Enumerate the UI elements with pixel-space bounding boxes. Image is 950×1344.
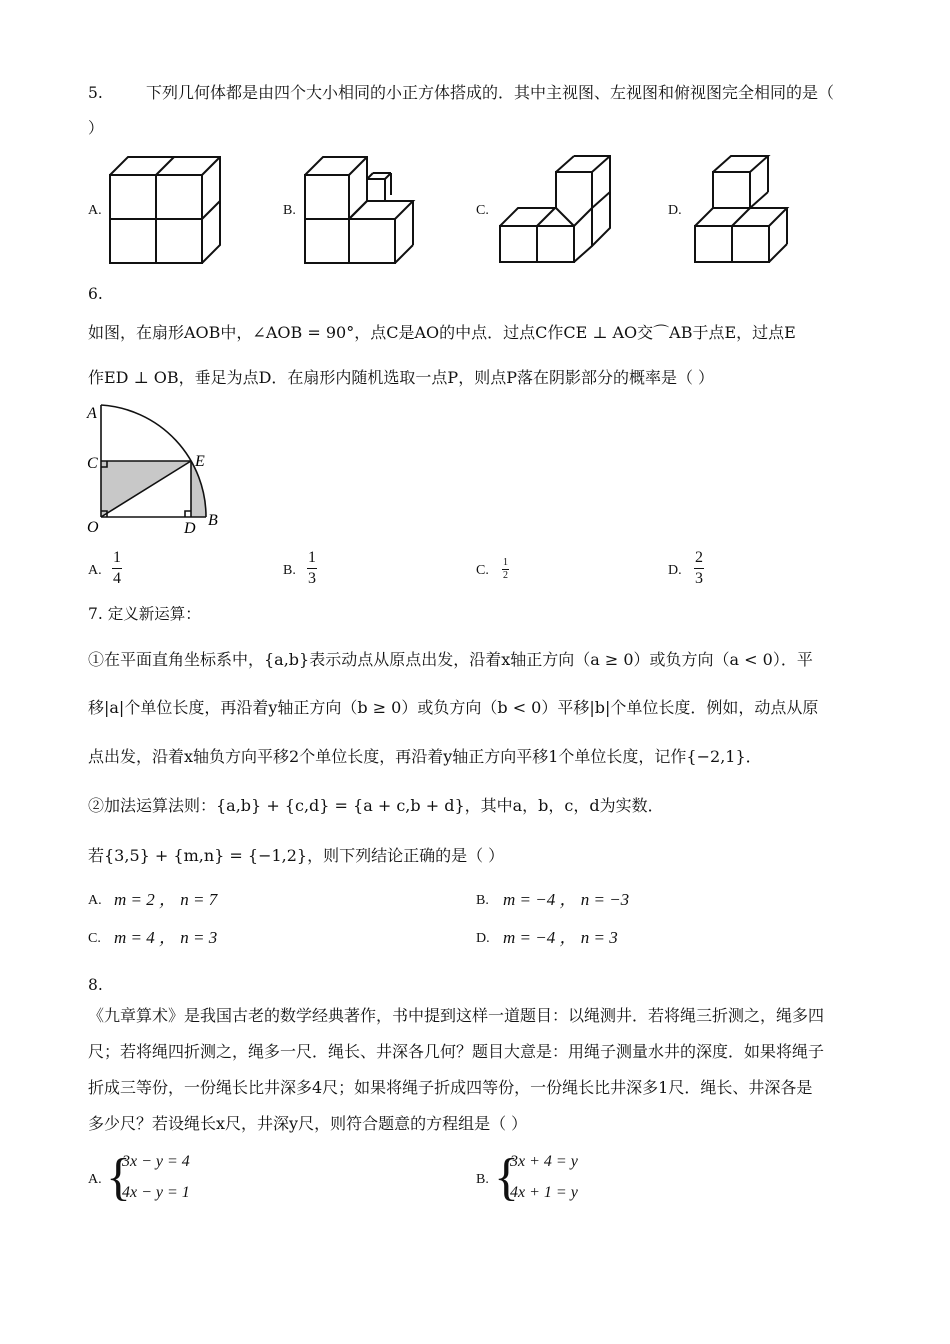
q8-stem-line2: 尺；若将绳四折测之，绳多一尺．绳长、井深各几何？题目大意是：用绳子测量水井的深度．如果将绳子 <box>88 1042 825 1061</box>
equation-1: 3x − y = 4 <box>122 1153 190 1170</box>
q7-rule1-line1: ①在平面直角坐标系中，{a,b}表示动点从原点出发，沿着x轴正方向（a ≥ 0）或负方向（a < 0）．平 <box>88 650 813 669</box>
q5-option-a-label[interactable]: A. <box>88 203 102 218</box>
brace-icon: { <box>494 1149 519 1206</box>
q8-number: 8. <box>88 976 103 994</box>
q6-option-b-fraction[interactable] <box>307 548 317 589</box>
label-o: O <box>87 519 99 536</box>
q5-number: 5. <box>88 84 103 102</box>
q5-figure-d <box>690 152 810 268</box>
q7-option-a-label[interactable]: A. <box>88 893 102 908</box>
equation-2: 4x + 1 = y <box>510 1184 578 1201</box>
numerator: 1 <box>112 548 122 569</box>
q7-rule1-line3: 点出发，沿着x轴负方向平移2个单位长度，再沿着y轴正方向平移1个单位长度，记作{−2,1}． <box>88 747 762 766</box>
label-e: E <box>195 453 205 470</box>
q5-option-d-label[interactable]: D. <box>668 203 682 218</box>
q7-option-c-label[interactable]: C. <box>88 931 101 946</box>
denominator: 3 <box>695 570 703 587</box>
q7-title: 7. 定义新运算： <box>88 605 201 623</box>
numerator: 2 <box>694 548 704 569</box>
q5-figure-a <box>105 152 225 268</box>
q6-option-a-label[interactable]: A. <box>88 563 102 578</box>
q6-option-b-label[interactable]: B. <box>283 563 296 578</box>
q8-stem-line3: 折成三等份，一份绳长比井深多4尺；如果将绳子折成四等份，一份绳长比井深多1尺．绳长、井深各是 <box>88 1078 813 1097</box>
equation-1: 3x + 4 = y <box>510 1153 578 1170</box>
q6-stem-line1: 如图，在扇形AOB中，∠AOB = 90°，点C是AO的中点．过点C作CE ⊥ AO交⌒AB于点E，过点E <box>88 323 796 342</box>
q8-option-a-label[interactable]: A. <box>88 1172 102 1187</box>
q7-option-b-text[interactable]: m = −4 ， n = −3 <box>503 890 630 909</box>
numerator: 1 <box>307 548 317 569</box>
q7-rule1-line2: 移|a|个单位长度，再沿着y轴正方向（b ≥ 0）或负方向（b < 0）平移|b|个单位长度．例如，动点从原 <box>88 698 819 717</box>
q6-sector-figure <box>84 404 224 540</box>
q5-figure-c <box>495 152 615 268</box>
q5-option-c-label[interactable]: C. <box>476 203 489 218</box>
q6-option-c-fraction[interactable] <box>502 557 509 582</box>
label-d: D <box>184 520 196 537</box>
q6-stem-line2: 作ED ⊥ OB，垂足为点D．在扇形内随机选取一点P，则点P落在阴影部分的概率是（ ） <box>88 368 715 387</box>
q8-option-b-label[interactable]: B. <box>476 1172 489 1187</box>
q7-option-b-label[interactable]: B. <box>476 893 489 908</box>
denominator: 3 <box>308 570 316 587</box>
label-b: B <box>208 512 218 529</box>
q7-rule2: ②加法运算法则：{a,b} + {c,d} = {a + c,b + d}，其中a，b，c，d为实数． <box>88 796 664 815</box>
equation-2: 4x − y = 1 <box>122 1184 190 1201</box>
q5-option-b-label[interactable]: B. <box>283 203 296 218</box>
brace-icon: { <box>106 1149 131 1206</box>
q5-figure-b <box>300 152 420 268</box>
q7-option-d-label[interactable]: D. <box>476 931 490 946</box>
q7-option-d-text[interactable]: m = −4 ， n = 3 <box>503 928 618 947</box>
q7-option-a-text[interactable]: m = 2 ， n = 7 <box>114 890 218 909</box>
q5-stem: 下列几何体都是由四个大小相同的小正方体搭成的．其中主视图、左视图和俯视图完全相同的是（ <box>146 83 835 102</box>
q6-option-d-fraction[interactable] <box>694 548 704 589</box>
label-c: C <box>87 455 98 472</box>
denominator: 2 <box>503 570 508 581</box>
numerator: 1 <box>503 557 508 568</box>
q8-stem-line4: 多少尺？若设绳长x尺，井深y尺，则符合题意的方程组是（ ） <box>88 1114 528 1133</box>
q8-stem-line1: 《九章算术》是我国古老的数学经典著作，书中提到这样一道题目：以绳测井．若将绳三折测之，绳多四 <box>88 1006 825 1025</box>
q6-option-a-fraction[interactable] <box>112 548 122 589</box>
q7-option-c-text[interactable]: m = 4 ， n = 3 <box>114 928 218 947</box>
q5-stem-cont: ） <box>88 119 104 137</box>
label-a: A <box>87 405 97 422</box>
denominator: 4 <box>113 570 121 587</box>
q6-option-d-label[interactable]: D. <box>668 563 682 578</box>
q6-option-c-label[interactable]: C. <box>476 563 489 578</box>
q6-number: 6. <box>88 285 103 303</box>
q7-question: 若{3,5} + {m,n} = {−1,2}，则下列结论正确的是（ ） <box>88 846 505 865</box>
